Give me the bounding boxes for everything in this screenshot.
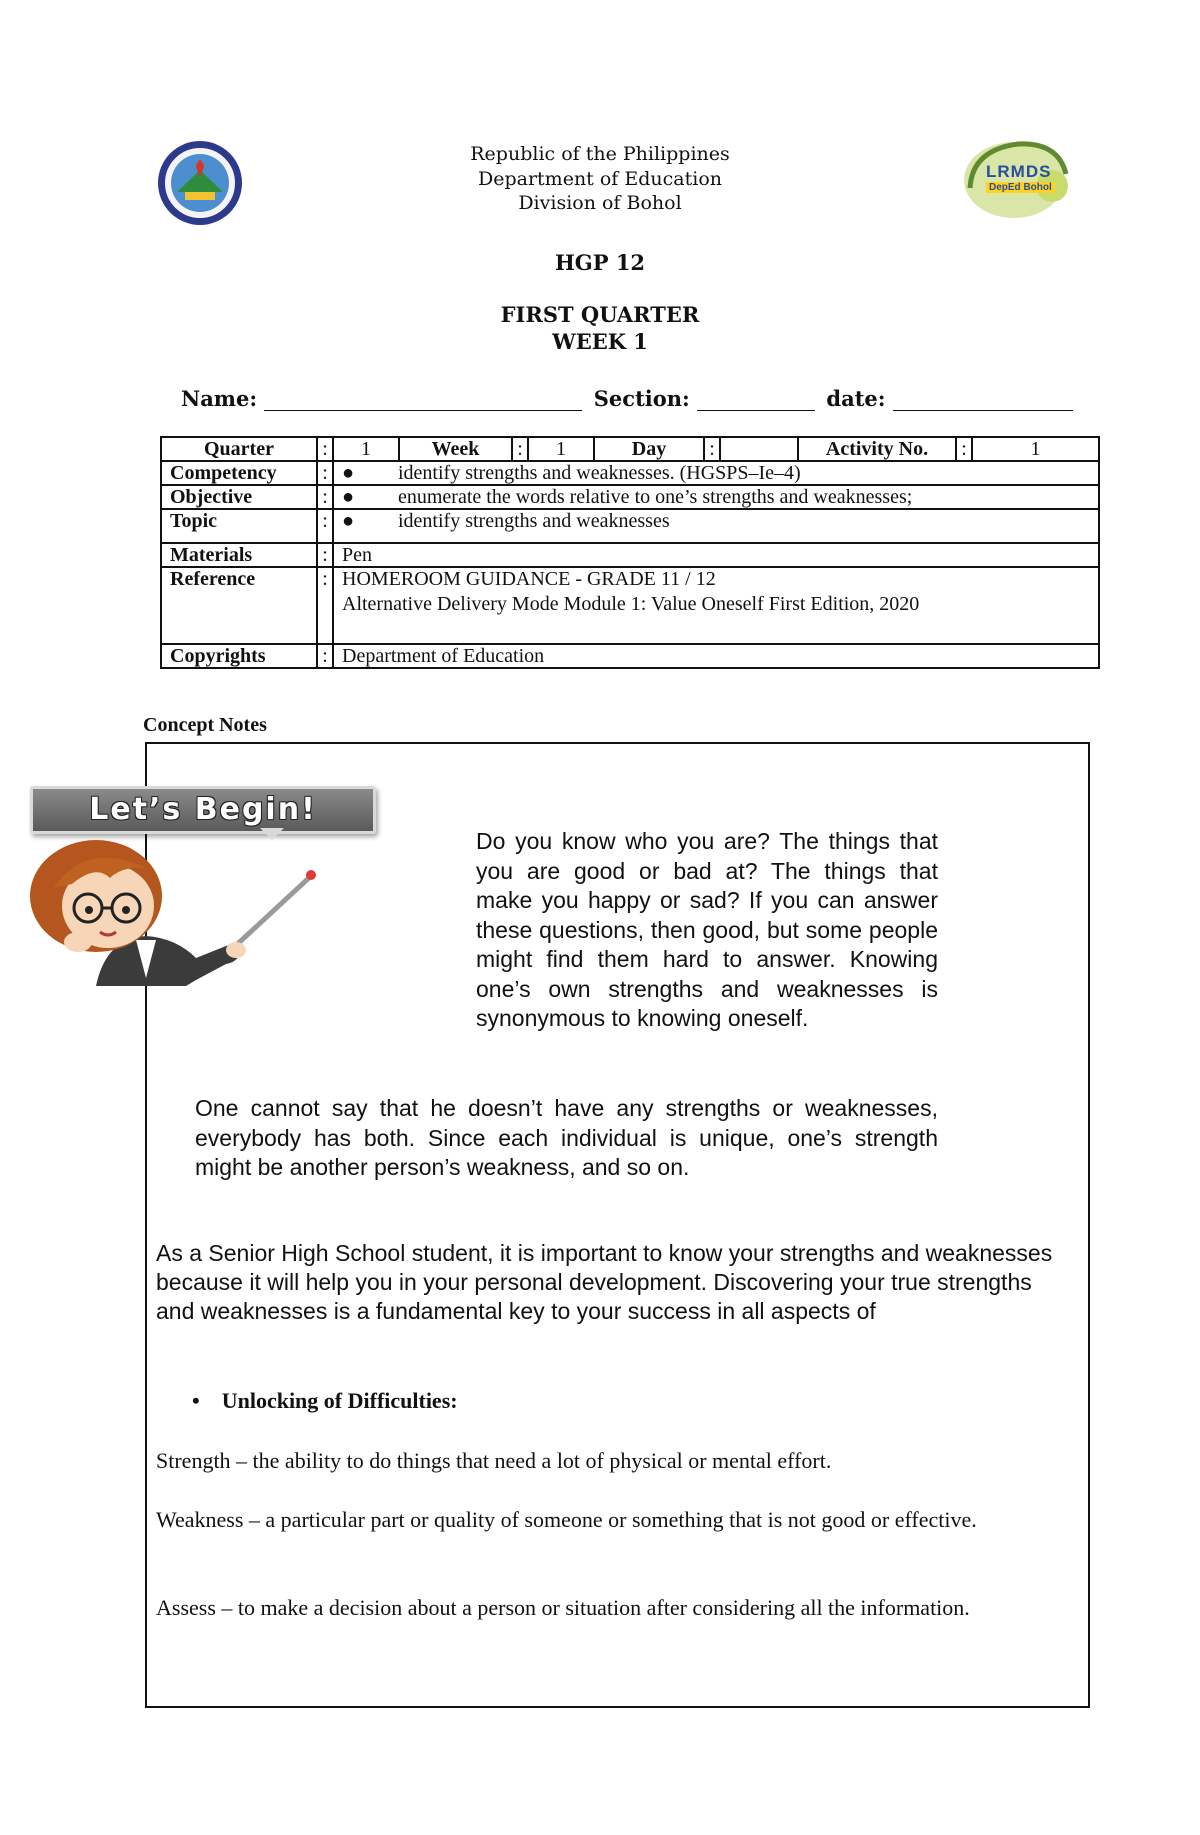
senior-high-paragraph: As a Senior High School student, it is important to know your strengths and weaknesses because it will help you in your personal development. Discovering your true strengths and weaknesses is a fundamental key to your success in all aspects of: [156, 1240, 1053, 1324]
header-republic: Republic of the Philippines: [470, 143, 730, 165]
colon: :: [956, 438, 972, 460]
name-field[interactable]: [264, 390, 582, 411]
name-label: Name:: [181, 386, 258, 411]
table-row: [161, 509, 1099, 543]
activity-value: 1: [1030, 438, 1041, 460]
objective-cell: [333, 485, 1099, 509]
date-field[interactable]: [893, 390, 1073, 411]
bullet-icon: ●: [342, 510, 355, 532]
reference-cell: [333, 567, 1099, 644]
topic-label: Topic: [161, 509, 317, 543]
teacher-pointer-icon: [26, 838, 326, 986]
table-row: [334, 438, 1098, 460]
table-row: [161, 461, 1099, 485]
table-row: [161, 543, 1099, 567]
lets-begin-text: Let’s Begin!: [89, 792, 317, 827]
unlocking-heading: Unlocking of Difficulties:: [221, 1388, 458, 1413]
reference-line-2: Alternative Delivery Mode Module 1: Value Oneself First Edition, 2020: [342, 593, 920, 615]
reference-label: Reference: [161, 567, 317, 644]
lesson-info-table: [160, 436, 1100, 669]
reference-line-1: HOMEROOM GUIDANCE - GRADE 11 / 12: [342, 568, 716, 590]
table-row: [161, 437, 1099, 461]
colon: :: [317, 485, 333, 509]
week-label: Week: [399, 438, 512, 460]
competency-label: Competency: [161, 461, 317, 485]
day-value[interactable]: [720, 438, 798, 460]
colon: :: [704, 438, 720, 460]
table-row: [161, 644, 1099, 668]
colon: :: [512, 438, 528, 460]
table-row: [161, 567, 1099, 644]
quarter-label: Quarter: [161, 437, 317, 461]
week-value: 1: [528, 438, 594, 460]
colon: :: [317, 509, 333, 543]
quarter-value: 1: [334, 438, 399, 460]
colon: :: [317, 461, 333, 485]
course-title: HGP 12: [554, 250, 646, 275]
quarter-week-day-row: [333, 437, 1099, 461]
day-label: Day: [594, 438, 704, 460]
topic-value: identify strengths and weaknesses: [398, 510, 670, 532]
activity-label: Activity No.: [798, 438, 956, 460]
colon: :: [317, 644, 333, 668]
lrmds-logo-subtext: DepEd Bohol: [986, 182, 1055, 193]
colon: :: [317, 567, 333, 644]
strengths-weaknesses-paragraph: One cannot say that he doesn’t have any strengths or weaknesses, everybody has both. Since each individual is unique, one’s strength might be another person’s weakness, and so on.: [195, 1095, 938, 1180]
header-department: Department of Education: [478, 168, 722, 190]
unlocking-heading-row: [192, 1388, 458, 1414]
materials-label: Materials: [161, 543, 317, 567]
definition-assess: Assess – to make a decision about a person or situation after considering all the information.: [156, 1595, 970, 1620]
lrmds-logo-text: LRMDS: [986, 162, 1052, 181]
week-title: WEEK 1: [552, 329, 648, 354]
bullet-icon: •: [192, 1388, 200, 1413]
concept-notes-label: Concept Notes: [143, 714, 267, 736]
competency-cell: [333, 461, 1099, 485]
competency-value: identify strengths and weaknesses. (HGSPS–Ie–4): [398, 462, 801, 484]
definition-weakness: Weakness – a particular part or quality of someone or something that is not good or effective.: [156, 1507, 977, 1532]
quarter-subtable: [334, 438, 1098, 460]
definition-strength: Strength – the ability to do things that need a lot of physical or mental effort.: [156, 1448, 832, 1473]
quarter-title: FIRST QUARTER: [500, 302, 700, 327]
copyrights-value: Department of Education: [333, 644, 1099, 668]
objective-label: Objective: [161, 485, 317, 509]
student-info-row: [181, 386, 1073, 411]
table-row: [161, 485, 1099, 509]
colon: :: [317, 543, 333, 567]
colon: :: [317, 437, 333, 461]
topic-cell: [333, 509, 1099, 543]
copyrights-label: Copyrights: [161, 644, 317, 668]
objective-value: enumerate the words relative to one’s strengths and weaknesses;: [398, 486, 913, 508]
intro-paragraph: Do you know who you are? The things that you are good or bad at? The things that make you happy or sad? If you can answer these questions, then good, but some people might find them hard to answer. Knowing one’s own strengths and weaknesses is synonymous to knowing oneself.: [476, 828, 938, 1031]
header-division: Division of Bohol: [518, 192, 682, 214]
section-label: Section:: [593, 386, 690, 411]
bullet-icon: ●: [342, 462, 355, 484]
section-field[interactable]: [697, 390, 815, 411]
bullet-icon: ●: [342, 486, 355, 508]
lets-begin-banner: [30, 786, 376, 834]
materials-value: Pen: [333, 543, 1099, 567]
date-label: date:: [826, 386, 886, 411]
